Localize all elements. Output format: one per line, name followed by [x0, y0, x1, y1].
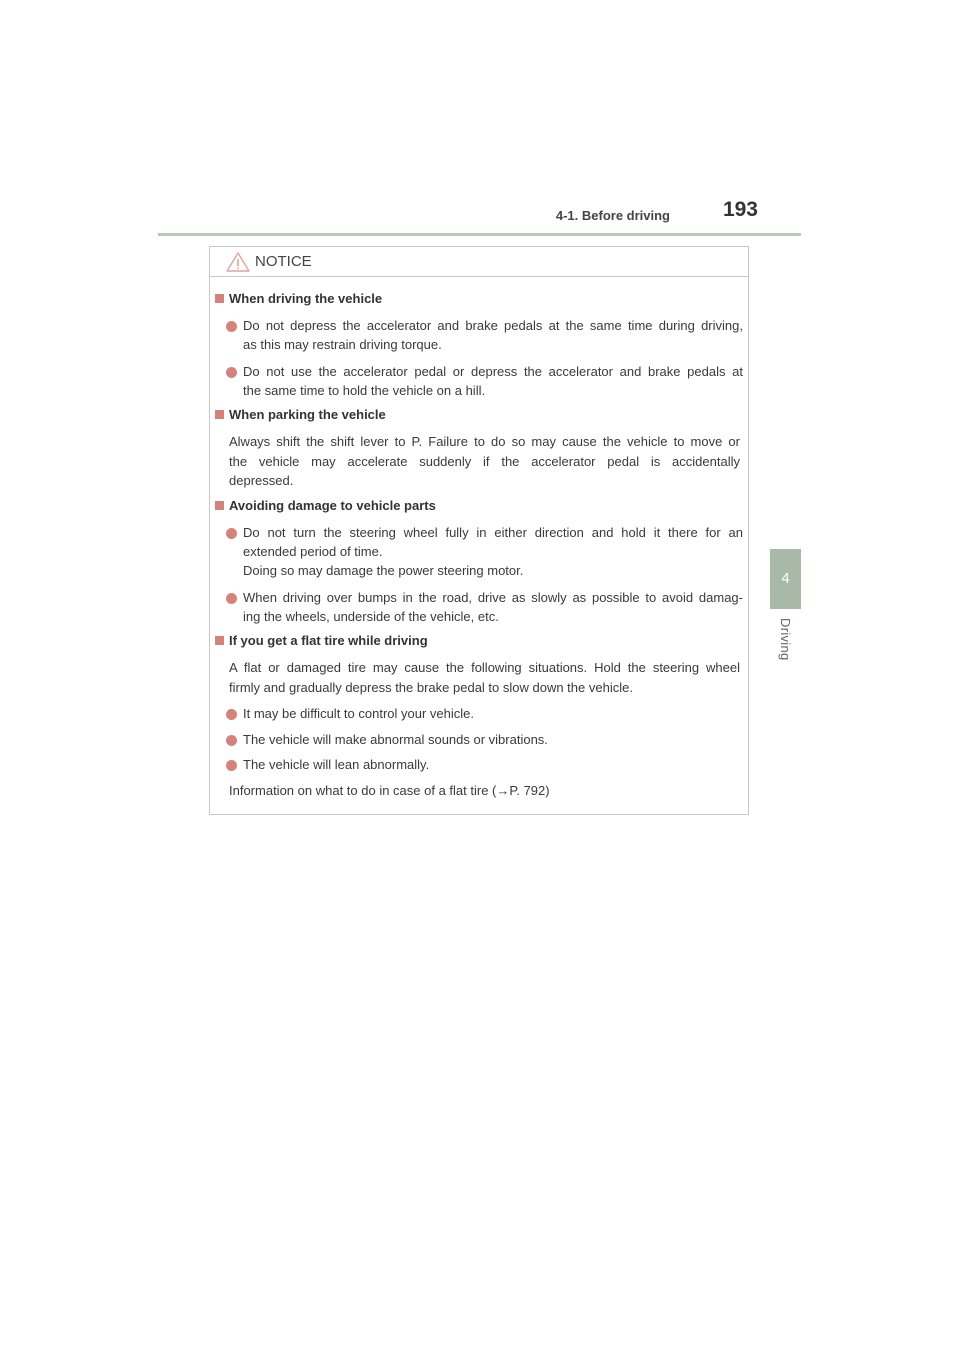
bullet-text: Do not depress the accelerator and brake pedals at the same time during driving,: [243, 318, 743, 333]
header-rule: [158, 233, 801, 236]
section-heading: When parking the vehicle: [215, 407, 386, 422]
bullet-text: Do not use the accelerator pedal or depress the accelerator and brake pedals at: [243, 364, 743, 379]
square-bullet-icon: [215, 294, 224, 303]
notice-title: NOTICE: [255, 253, 312, 270]
bullet-icon: [226, 760, 237, 771]
flat-tire-reference: Information on what to do in case of a flat tire (→P. 792): [229, 783, 550, 798]
section-heading: When driving the vehicle: [215, 291, 382, 306]
bullet-icon: [226, 735, 237, 746]
bullet-text: ing the wheels, underside of the vehicle, etc.: [243, 609, 499, 624]
bullet-text: It may be difficult to control your vehicle.: [243, 706, 474, 721]
bullet-text: The vehicle will make abnormal sounds or vibrations.: [243, 732, 548, 747]
bullet-icon: [226, 593, 237, 604]
bullet-icon: [226, 709, 237, 720]
bullet-text: The vehicle will lean abnormally.: [243, 757, 430, 772]
bullet-text: extended period of time.: [243, 544, 383, 559]
section-heading: Avoiding damage to vehicle parts: [215, 498, 436, 513]
chapter-label: Driving: [778, 618, 793, 661]
notice-box: [209, 246, 749, 815]
bullet-icon: [226, 367, 237, 378]
chapter-number: 4: [770, 549, 801, 609]
bullet-text: Doing so may damage the power steering motor.: [243, 563, 524, 578]
section-heading: If you get a flat tire while driving: [215, 633, 428, 648]
bullet-icon: [226, 321, 237, 332]
bullet-text: Do not turn the steering wheel fully in either direction and hold it there for an: [243, 525, 743, 540]
bullet-text: When driving over bumps in the road, drive as slowly as possible to avoid damag-: [243, 590, 743, 605]
paragraph-line: the vehicle may accelerate suddenly if the accelerator pedal is accidentally: [229, 454, 740, 469]
paragraph-line: depressed.: [229, 473, 294, 488]
page-number: 193: [722, 198, 758, 221]
warning-icon: [226, 252, 250, 272]
notice-header: [210, 247, 748, 277]
bullet-text: as this may restrain driving torque.: [243, 337, 442, 352]
square-bullet-icon: [215, 410, 224, 419]
square-bullet-icon: [215, 636, 224, 645]
paragraph-line: Always shift the shift lever to P. Failure to do so may cause the vehicle to move or: [229, 434, 740, 449]
paragraph-line: firmly and gradually depress the brake pedal to slow down the vehicle.: [229, 680, 633, 695]
bullet-icon: [226, 528, 237, 539]
square-bullet-icon: [215, 501, 224, 510]
section-title: 4-1. Before driving: [555, 208, 670, 223]
paragraph-line: A flat or damaged tire may cause the following situations. Hold the steering wheel: [229, 660, 740, 675]
bullet-text: the same time to hold the vehicle on a hill.: [243, 383, 486, 398]
